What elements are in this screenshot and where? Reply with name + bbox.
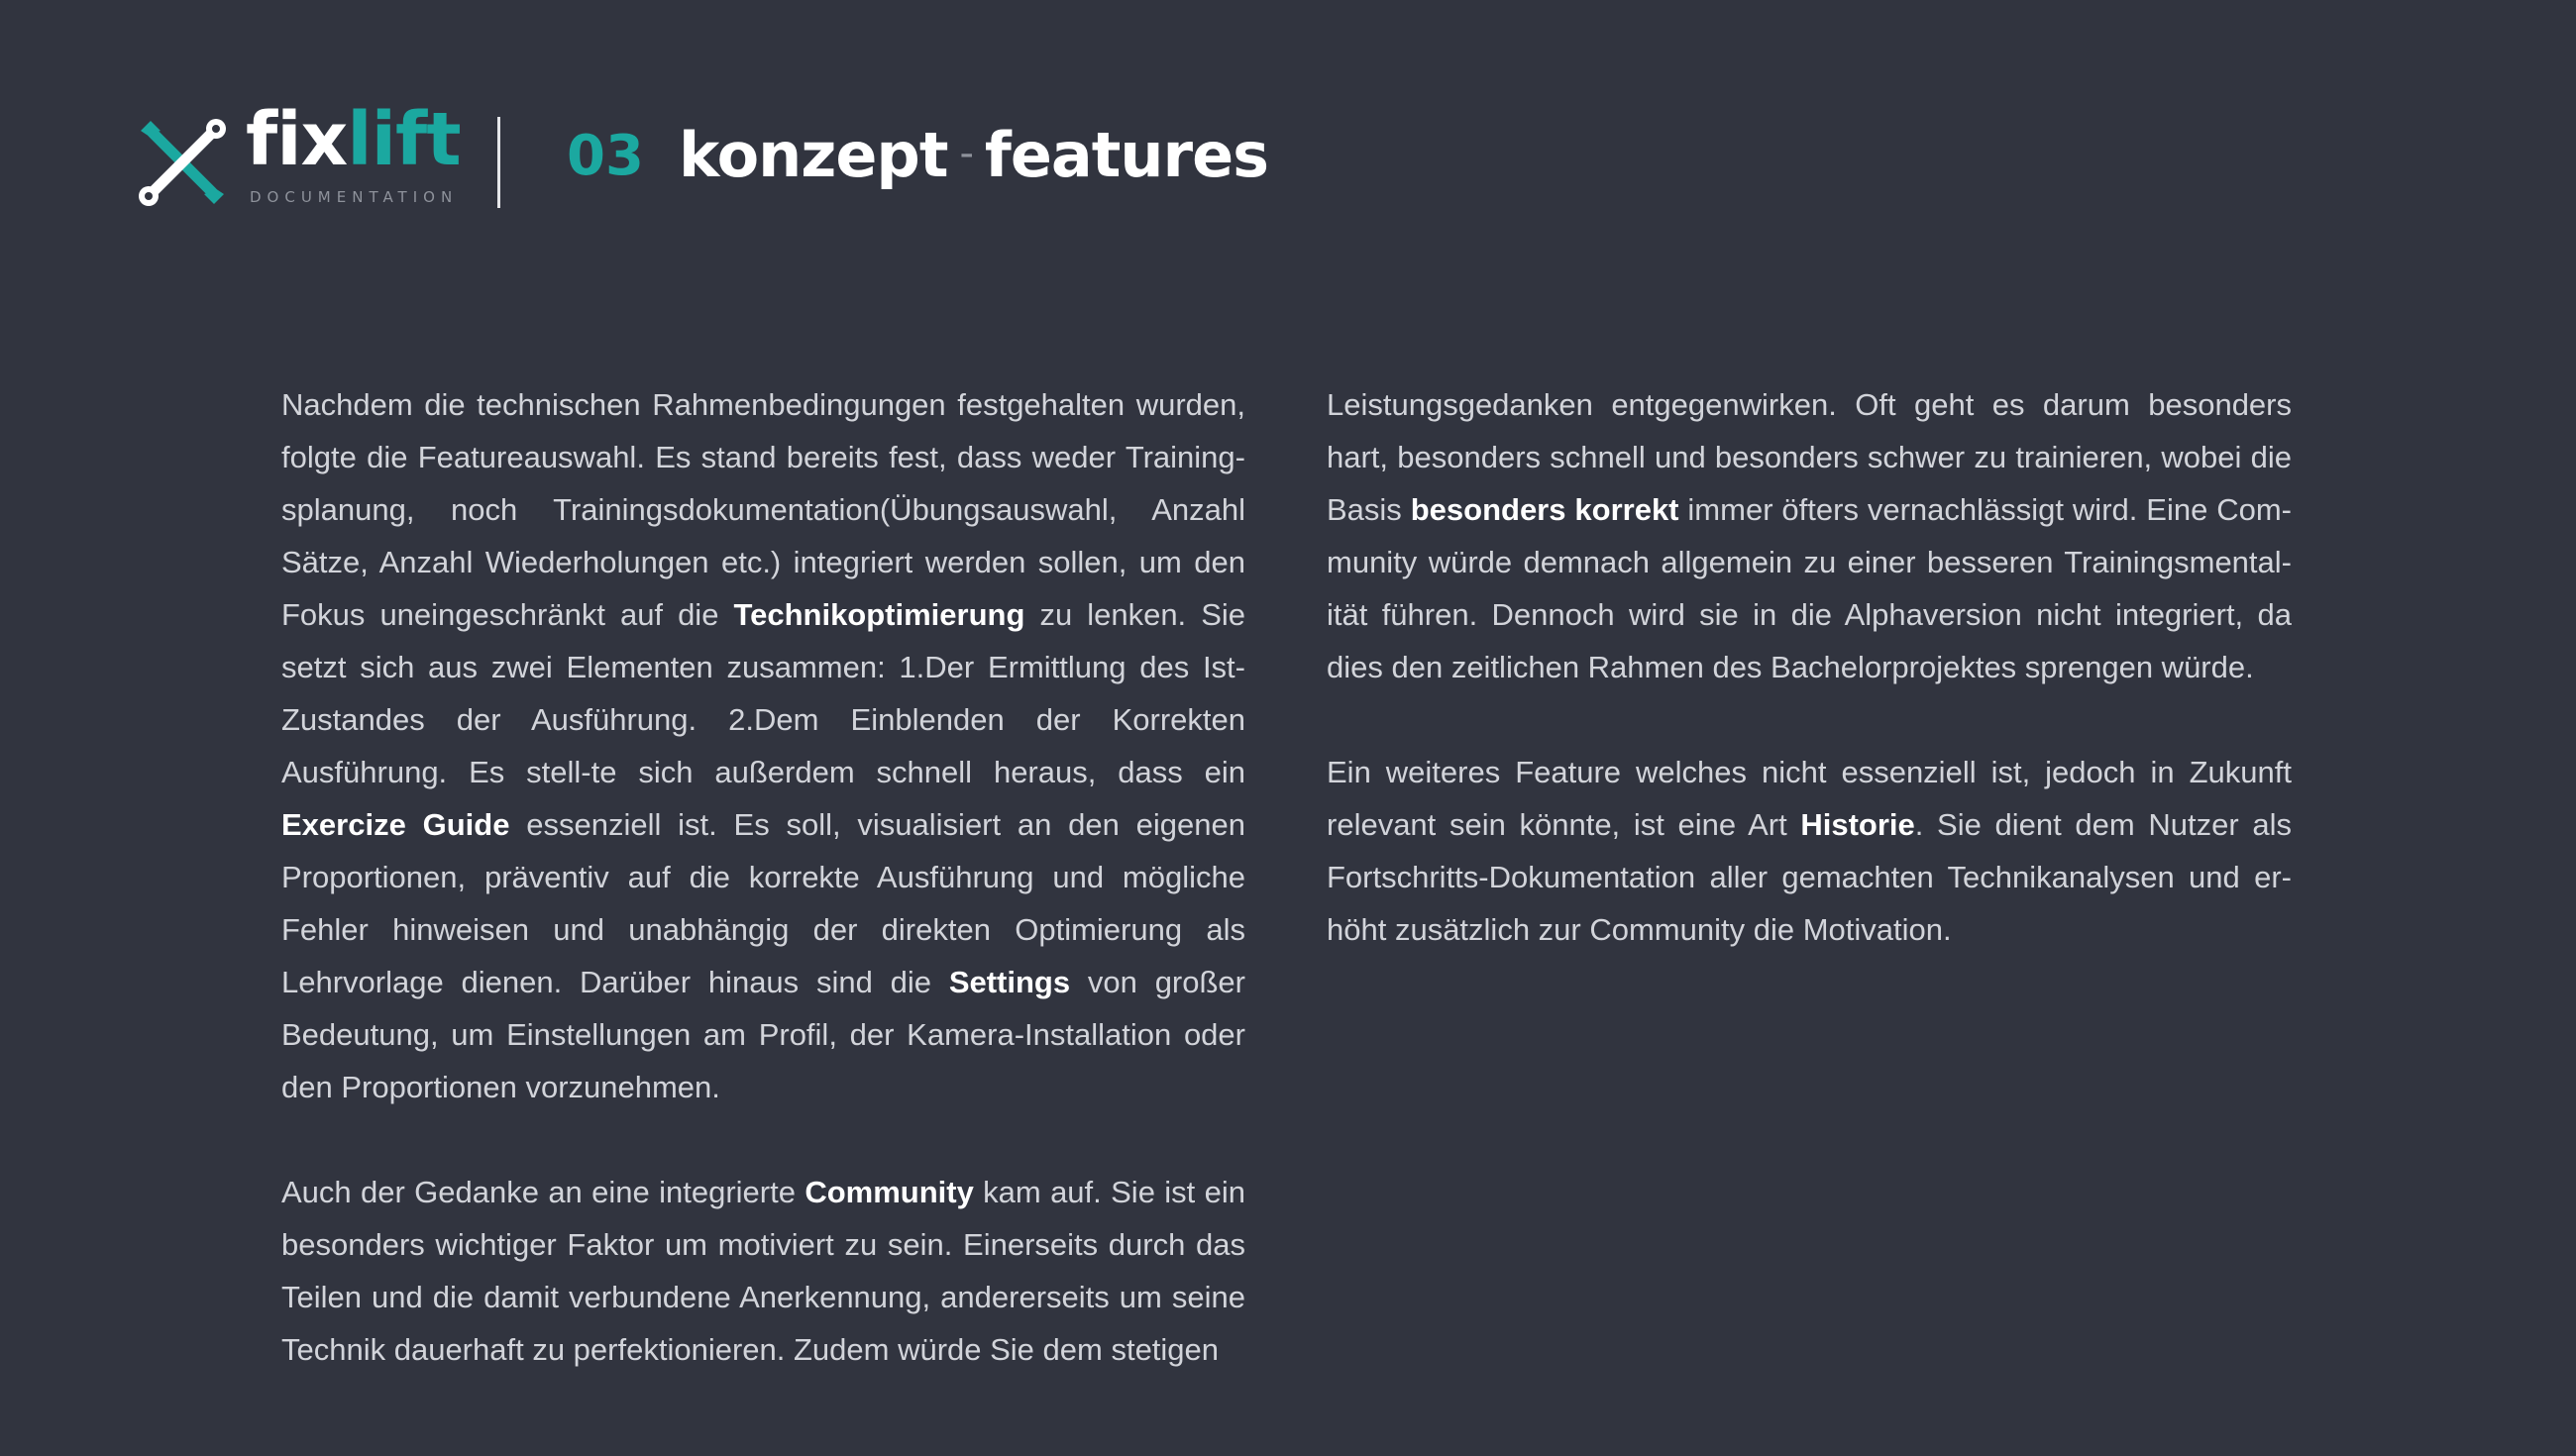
brand-subtitle: DOCUMENTATION (250, 188, 459, 206)
emphasis-settings: Settings (948, 965, 1071, 999)
paragraph-features-overview (281, 378, 1245, 1113)
text-run: Auch der Gedanke an eine integrierte (281, 1175, 805, 1209)
text-run: . Sie dient dem Nutzer als Fortschritts-Dokumentation aller gemachten Technikanalysen und er-höht zusätzlich zur Community die Motivation. (1327, 807, 2292, 947)
paragraph-historie (1327, 746, 2292, 956)
text-run: Nachdem die technischen Rahmenbedingungen festgehalten wurden, folgte die Featureauswahl. Es stand bereits fest, dass weder Training-splanung, noch Trainingsdokumentation(Übungsauswahl, Anzahl Sätze, Anzahl Wiederholungen etc.) integriert werden sollen, um den Fokus uneingeschränkt auf die (281, 387, 1245, 632)
right-text-column (1327, 378, 2292, 1008)
crossed-wrenches-icon (139, 119, 226, 206)
paragraph-community-continued (1327, 378, 2292, 693)
section-number: 03 (567, 124, 644, 188)
emphasis-technikoptimierung: Technikoptimierung (733, 597, 1025, 632)
text-run: zu lenken. Sie setzt sich aus zwei Elementen zusammen: 1.Der Ermittlung des Ist-Zustandes der Ausführung. 2.Dem Einblenden der Korrekten Ausführung. Es stell-te sich außerdem schnell heraus, dass ein (281, 597, 1245, 789)
section-title-part2: features (984, 119, 1269, 191)
emphasis-besonders-korrekt: besonders korrekt (1410, 492, 1679, 527)
left-text-column (281, 378, 1245, 1428)
header-divider (497, 117, 500, 208)
text-run: Leistungsgedanken entgegenwirken. Oft geht es darum besonders hart, besonders schnell und besonders schwer zu trainieren, wobei die Basis (1327, 387, 2292, 527)
text-run: immer öfters vernachlässigt wird. Eine Com-munity würde demnach allgemein zu einer besseren Trainingsmental-ität führen. Dennoch wird sie in die Alphaversion nicht integriert, da dies den zeitlichen Rahmen des Bachelorprojektes sprengen würde. (1327, 492, 2293, 684)
emphasis-community: Community (805, 1175, 974, 1209)
brand-logo-text (246, 97, 461, 182)
brand-fix: fix (246, 97, 348, 182)
section-title-separator: - (959, 131, 973, 176)
emphasis-exercize-guide: Exercize Guide (281, 807, 510, 842)
section-title-part1: konzept (679, 119, 948, 191)
page-header (139, 97, 2417, 218)
text-run: kam auf. Sie ist ein besonders wichtiger Faktor um motiviert zu sein. Einerseits durch das Teilen und die damit verbundene Anerkennung, andererseits um seine Technik dauerhaft zu perfektionieren. Zudem würde Sie dem stetigen (281, 1175, 1245, 1367)
brand-lift: lift (347, 97, 461, 182)
text-run: Ein weiteres Feature welches nicht essenziell ist, jedoch in Zukunft relevant sein könnte, ist eine Art (1327, 755, 2292, 842)
page-title (679, 119, 1269, 191)
paragraph-community (281, 1166, 1245, 1376)
text-run: essenziell ist. Es soll, visualisiert an den eigenen Proportionen, präventiv auf die korrekte Ausführung und mögliche Fehler hinweisen und unabhängig der direkten Optimierung als Lehrvorlage dienen. Darüber hinaus sind die (281, 807, 1246, 999)
emphasis-historie: Historie (1800, 807, 1915, 842)
text-run: von großer Bedeutung, um Einstellungen am Profil, der Kamera-Installation oder den Proportionen vorzunehmen. (281, 965, 1245, 1104)
